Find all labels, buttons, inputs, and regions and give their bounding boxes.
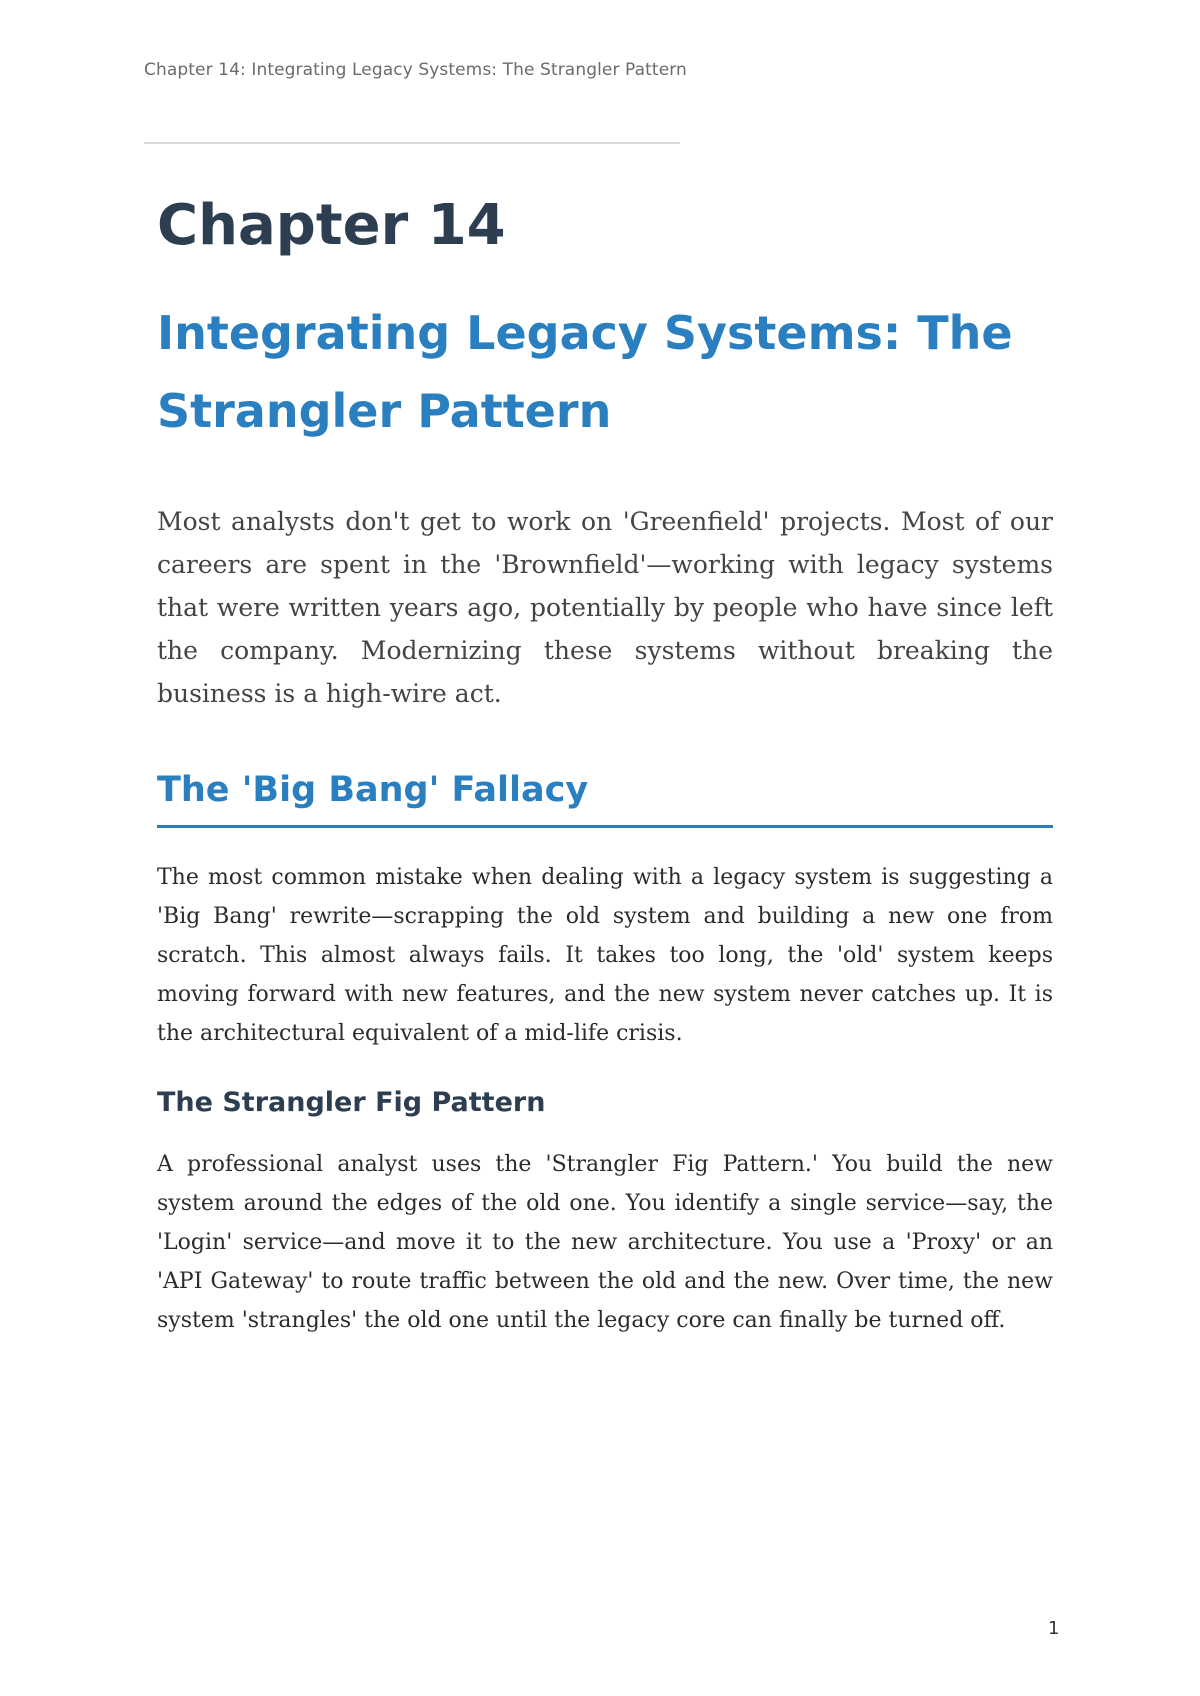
section-paragraph-big-bang: The most common mistake when dealing with a legacy system is suggesting a 'Big Bang' rewrite—scrapping the old system and building a new one from scratch. This almost always fails. It takes too long, the 'old' system keeps moving forward with new features, and the new system never catches up. It is the architectural equivalent of a mid-life crisis.	[157, 865, 1053, 1046]
chapter-number: Chapter 14	[157, 193, 506, 258]
subsection-paragraph-strangler-fig: A professional analyst uses the 'Strangler Fig Pattern.' You build the new system around the edges of the old one. You identify a single service—say, the 'Login' service—and move it to the new architecture. You use a 'Proxy' or an 'API Gateway' to route traffic between the old and the new. Over time, the new system 'strangles' the old one until the legacy core can finally be turned off.	[157, 1152, 1053, 1333]
page-content	[157, 190, 1053, 1340]
intro-paragraph: Most analysts don't get to work on 'Greenfield' projects. Most of our careers are spent in the 'Brownfield'—working with legacy systems that were written years ago, potentially by people who have since left the company. Modernizing these systems without breaking the business is a high-wire act.	[157, 507, 1053, 708]
chapter-title: Integrating Legacy Systems: The Strangler Pattern	[157, 306, 1013, 438]
page-number: 1	[1048, 1618, 1060, 1639]
running-header: Chapter 14: Integrating Legacy Systems: The Strangler Pattern	[144, 60, 687, 80]
subsection-heading-strangler-fig: The Strangler Fig Pattern	[157, 1087, 546, 1118]
section-heading-big-bang: The 'Big Bang' Fallacy	[157, 767, 1053, 828]
header-divider	[144, 142, 680, 144]
